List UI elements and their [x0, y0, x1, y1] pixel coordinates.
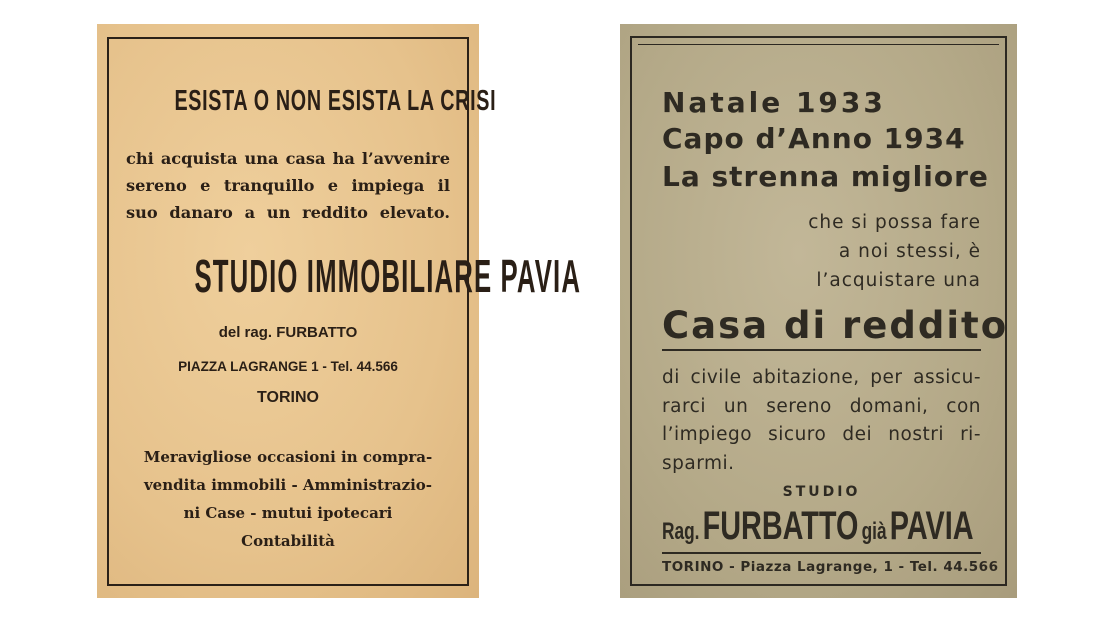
address: TORINO - Piazza Lagrange, 1 - Tel. 44.566 [662, 559, 999, 575]
ad-frame-right [630, 36, 1007, 586]
intro-line: a noi stessi, è [838, 241, 981, 262]
services-line: ni Case - mutui ipotecari [183, 504, 393, 522]
ad-body-line: chi acquista una casa ha l’avvenire [126, 149, 450, 168]
rag-surname: PAVIA [889, 504, 974, 548]
company-name: STUDIO IMMOBILIARE PAVIA [194, 250, 582, 302]
address: PIAZZA LAGRANGE 1 - Tel. 44.566 [178, 359, 398, 374]
services-text [121, 443, 455, 555]
body-line: rarci un sereno domani, con [662, 395, 981, 417]
heading-line: Natale 1933 [662, 86, 886, 119]
services-line: Contabilità [241, 532, 335, 550]
services-line: vendita immobili - Amministrazio- [143, 476, 433, 494]
ad-body-line: suo danaro a un reddito elevato. [126, 203, 450, 222]
intro-line: che si possa fare [808, 212, 981, 233]
ad-headline: ESISTA O NON ESISTA LA CRISI [174, 85, 497, 117]
body-line: sparmi. [662, 452, 735, 474]
advertisement-left [97, 24, 582, 598]
heading-line: Capo d’Anno 1934 [662, 122, 966, 155]
intro-line: l’acquistare una [816, 270, 981, 291]
ad-body-text [126, 145, 450, 226]
ad-frame-left [107, 37, 582, 586]
studio-label: STUDIO [782, 484, 861, 500]
rag-prefix: Rag. [662, 518, 700, 545]
body-line: di civile abitazione, per assicu- [662, 367, 981, 388]
city: TORINO [257, 389, 319, 406]
divider [662, 349, 981, 351]
firm-name [662, 504, 981, 549]
advertisement-right [620, 24, 1017, 598]
body-text [662, 364, 981, 478]
services-line: Meravigliose occasioni in compra- [143, 448, 433, 466]
divider [662, 552, 981, 554]
heading-line: La strenna migliore [662, 160, 989, 193]
rag-middle: già [861, 518, 887, 545]
intro-text [741, 208, 981, 295]
ad-body-line: sereno e tranquillo e impiega il [126, 176, 450, 195]
owner-name: del rag. FURBATTO [218, 324, 358, 341]
highlight-title: Casa di reddito [662, 304, 1009, 347]
body-line: l’impiego sicuro dei nostri ri- [662, 424, 981, 445]
ad-content-left [121, 39, 582, 584]
rag-name: FURBATTO [702, 504, 859, 548]
ad-content-right [662, 38, 1009, 584]
